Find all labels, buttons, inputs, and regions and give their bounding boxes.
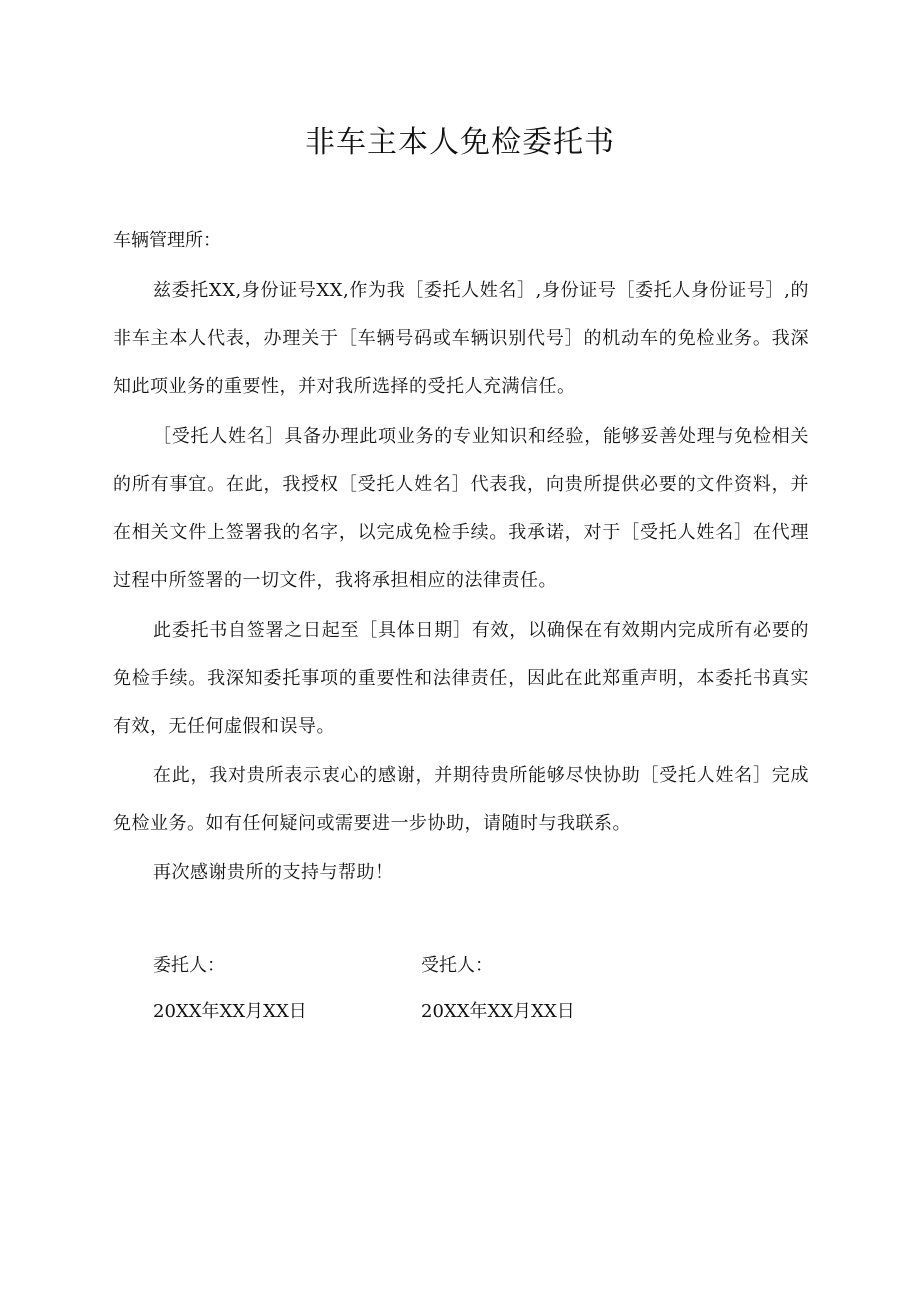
paragraph-validity: 此委托书自签署之日起至［具体日期］有效，以确保在有效期内完成所有必要的免检手续。我深知委托事项的重要性和法律责任，因此在此郑重声明，本委托书真实有效，无任何虚假和误导。 (113, 620, 809, 737)
entrustor-signature-label: 委托人： (153, 955, 225, 976)
trustee-date: 20XX年XX月XX日 (421, 1001, 575, 1022)
paragraph-authorization: ［受托人姓名］具备办理此项业务的专业知识和经验，能够妥善处理与免检相关的所有事宜。在此，我授权［受托人姓名］代表我，向贵所提供必要的文件资料，并在相关文件上签署我的名字，以完成免检手续。我承诺，对于［受托人姓名］在代理过程中所签署的一切文件，我将承担相应的法律责任。 (113, 426, 809, 591)
paragraph-closing: 再次感谢贵所的支持与帮助！ (153, 862, 394, 883)
document-title: 非车主本人免检委托书 (305, 125, 615, 160)
salutation: 车辆管理所： (113, 230, 221, 251)
entrustor-date: 20XX年XX月XX日 (153, 1001, 307, 1022)
trustee-signature-label: 受托人： (421, 955, 493, 976)
paragraph-thanks: 在此，我对贵所表示衷心的感谢，并期待贵所能够尽快协助［受托人姓名］完成免检业务。如有任何疑问或需要进一步协助，请随时与我联系。 (113, 765, 809, 834)
paragraph-delegation: 兹委托XX,身份证号XX,作为我［委托人姓名］,身份证号［委托人身份证号］,的非车主本人代表，办理关于［车辆号码或车辆识别代号］的机动车的免检业务。我深知此项业务的重要性，并对我所选择的受托人充满信任。 (113, 280, 809, 397)
